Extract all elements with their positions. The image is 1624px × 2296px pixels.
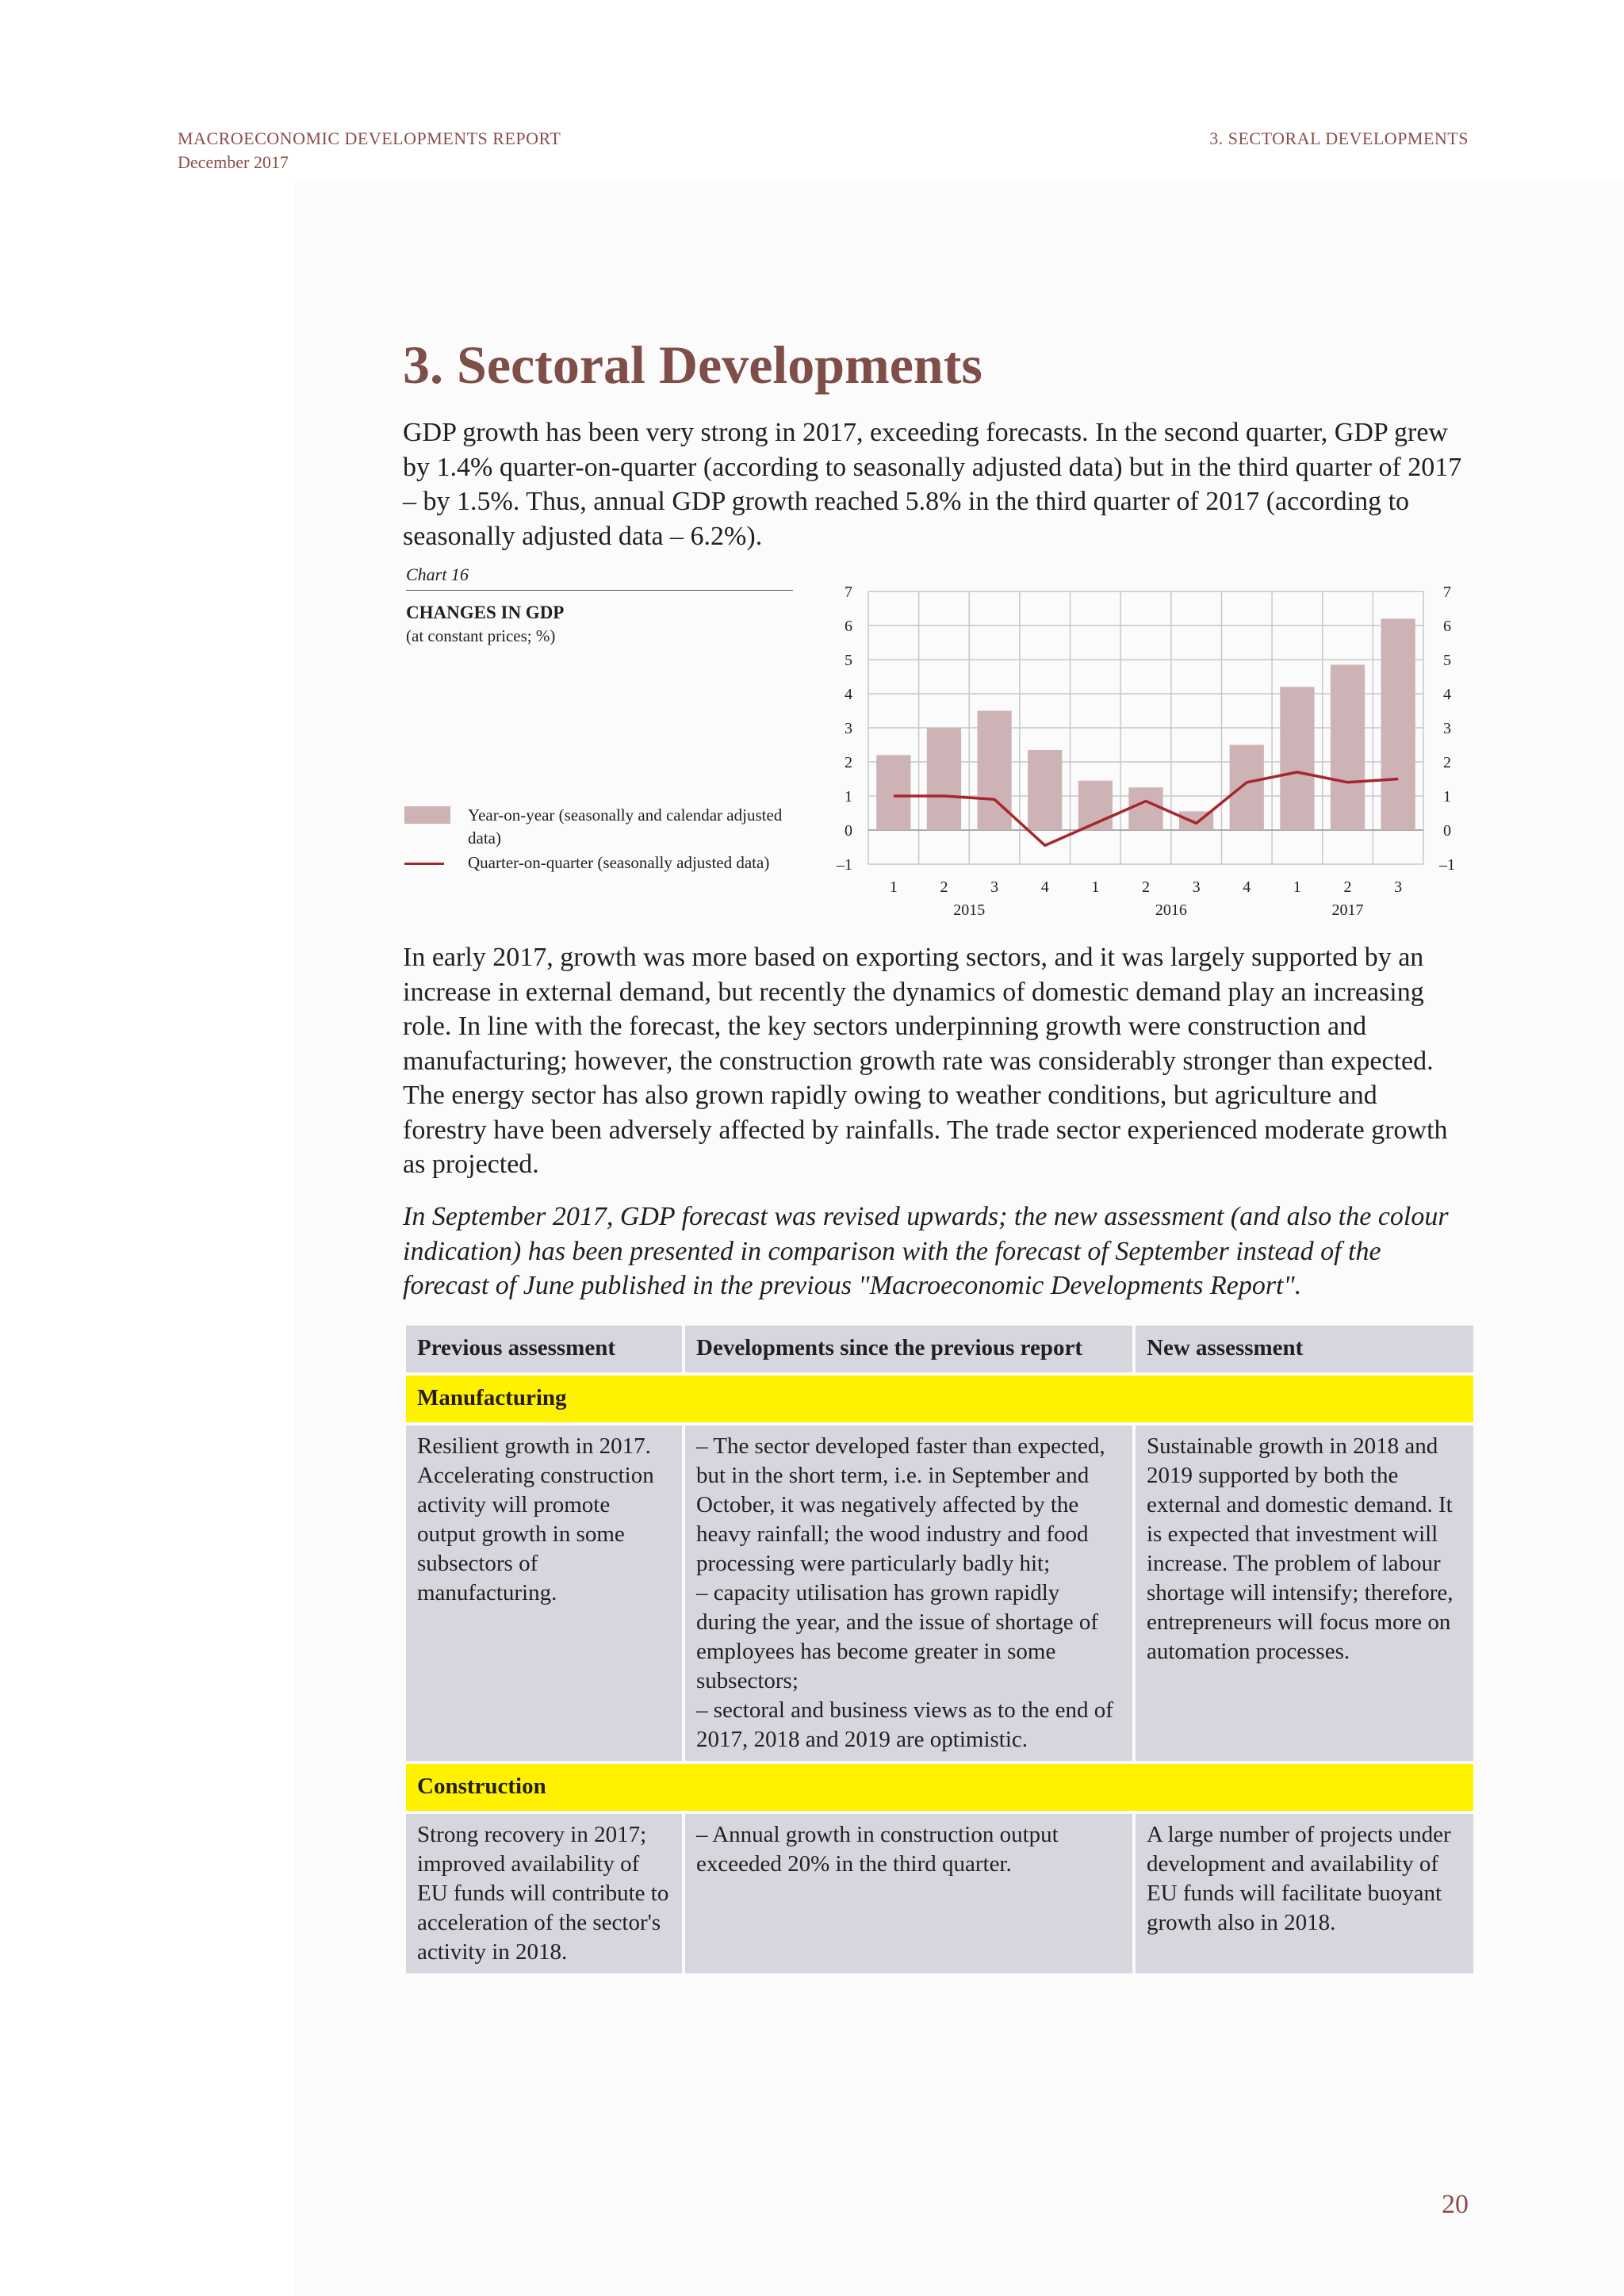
y-tick-right: 5 [1443,652,1451,669]
sector-row-manufacturing [406,1376,1473,1422]
assessment-table [403,1322,1477,1976]
x-tick-label: 1 [889,878,898,896]
sector-name: Manufacturing [406,1376,1473,1422]
x-year-label: 2015 [953,901,986,919]
bar-yoy [1331,664,1365,830]
running-header-title: MACROECONOMIC DEVELOPMENTS REPORT [178,128,561,148]
developments-cell [685,1814,1132,1973]
y-tick-left: 6 [845,618,852,635]
bar-yoy [927,728,961,830]
x-tick-label: 2 [940,878,948,896]
page-number: 20 [1442,2190,1469,2219]
x-tick-label: 2 [1343,878,1352,896]
y-tick-right: 3 [1443,720,1451,737]
y-tick-left: 2 [845,754,852,771]
new-assessment-cell: Sustainable growth in 2018 and 2019 supported by both the external and domestic demand. It is expected that investment will increase. The problem of labour shortage will intensify; therefore, entrepreneurs will focus more on automation processes. [1136,1425,1473,1761]
y-tick-right: 0 [1443,822,1451,840]
y-tick-left: 3 [845,720,852,737]
development-item: – Annual growth in construction output exceeded 20% in the third quarter. [696,1822,1059,1877]
intro-paragraph: GDP growth has been very strong in 2017, exceeding forecasts. In the second quarter, GDP grew by 1.4% quarter-on-quarter (according to seasonally adjusted data) but in the third quarter of 2017 – by 1.5%. Thus, annual GDP growth reached 5.8% in the third quarter of 2017 (according to seasonally adjusted data – 6.2%). [403,418,1462,551]
body-paragraph: In early 2017, growth was more based on exporting sectors, and it was largely supported by an increase in external demand, but recently the dynamics of domestic demand play an increasing role. In line with the forecast, the key sectors underpinning growth were construction and manufacturing; however, the construction growth rate was considerably stronger than expected. The energy sector has also grown rapidly owing to weather conditions, but agriculture and forestry have been adversely affected by rainfalls. The trade sector experienced moderate growth as projected. [403,943,1448,1179]
development-item: – capacity utilisation has grown rapidly during the year, and the issue of shortage of employees has become greater in some subsectors; [696,1580,1098,1693]
legend-bars-label: Year-on-year (seasonally and calendar adjusted data) [468,806,783,848]
running-header-section: 3. SECTORAL DEVELOPMENTS [1209,128,1469,148]
bar-yoy [876,755,910,830]
gdp-chart [0,0,1624,936]
x-year-label: 2016 [1155,901,1187,919]
y-tick-right: –1 [1439,856,1455,874]
sector-row-construction [406,1764,1473,1811]
development-item: – The sector developed faster than expected, but in the short term, i.e. in September and October, it was negatively affected by the heavy rainfall; the wood industry and food processing were particularly badly hit; [696,1433,1105,1576]
y-tick-left: 5 [845,652,852,669]
chart-subtitle: (at constant prices; %) [406,626,556,645]
y-tick-left: –1 [837,856,852,874]
x-tick-label: 4 [1243,878,1251,896]
y-tick-left: 0 [845,822,852,840]
y-tick-right: 6 [1443,618,1451,635]
page-title: 3. Sectoral Developments [403,335,982,395]
bar-yoy [1280,687,1314,830]
running-header-date: December 2017 [178,152,289,172]
y-tick-right: 2 [1443,754,1451,771]
bar-yoy [1381,618,1415,830]
y-tick-right: 7 [1443,584,1451,601]
legend-line-label: Quarter-on-quarter (seasonally adjusted data) [468,853,770,872]
table-row [406,1425,1473,1761]
bar-yoy [1128,787,1162,830]
x-tick-label: 4 [1040,878,1049,896]
header-new-assessment: New assessment [1136,1326,1473,1372]
chart-title: CHANGES IN GDP [406,603,565,622]
table-header-row [406,1326,1473,1372]
header-developments: Developments since the previous report [685,1326,1132,1372]
forecast-note: In September 2017, GDP forecast was revised upwards; the new assessment (and also the colour indication) has been presented in comparison with the forecast of September instead of the forecast of June published in the previous "Macroeconomic Developments Report". [403,1202,1449,1300]
bar-yoy [1028,750,1062,830]
y-tick-right: 1 [1443,788,1451,806]
x-tick-label: 3 [990,878,999,896]
new-assessment-cell: A large number of projects under development and availability of EU funds will facilitate buoyant growth also in 2018. [1136,1814,1473,1973]
x-tick-label: 2 [1142,878,1150,896]
x-tick-label: 3 [1394,878,1403,896]
x-year-label: 2017 [1331,901,1364,919]
previous-assessment-cell: Resilient growth in 2017. Accelerating construction activity will promote output growth in some subsectors of manufacturing. [406,1425,682,1761]
previous-assessment-cell: Strong recovery in 2017; improved availability of EU funds will contribute to acceleration of the sector's activity in 2018. [406,1814,682,1973]
y-tick-left: 1 [845,788,852,806]
x-tick-label: 3 [1192,878,1201,896]
bar-yoy [1230,745,1264,831]
development-item: – sectoral and business views as to the end of 2017, 2018 and 2019 are optimistic. [696,1697,1113,1752]
header-previous-assessment: Previous assessment [406,1326,682,1372]
sector-name: Construction [406,1764,1473,1811]
x-tick-label: 1 [1293,878,1301,896]
y-tick-left: 4 [845,686,852,703]
x-tick-label: 1 [1091,878,1100,896]
developments-cell [685,1425,1132,1761]
y-tick-right: 4 [1443,686,1451,703]
y-tick-left: 7 [845,584,852,601]
table-row [406,1814,1473,1973]
chart-label: Chart 16 [406,564,469,584]
